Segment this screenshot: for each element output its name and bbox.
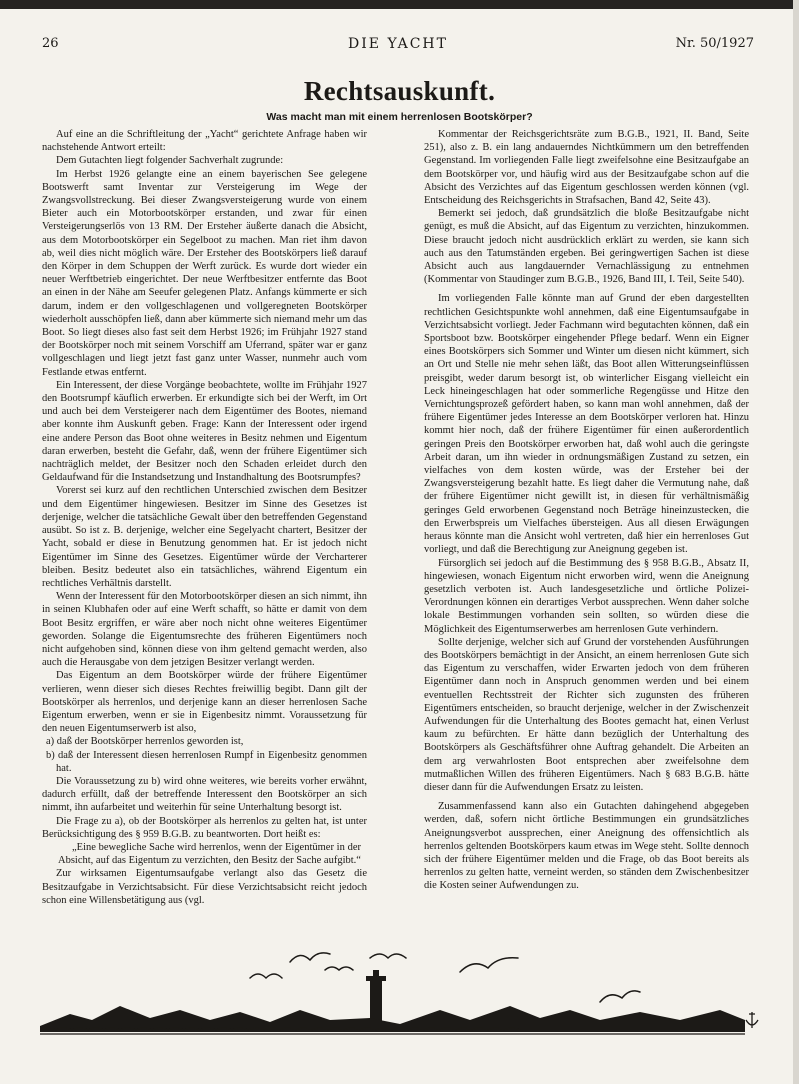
seagull-icon (325, 967, 353, 970)
anchor-icon (746, 1012, 758, 1028)
page-edge (793, 0, 799, 1084)
paragraph: Zusammenfassend kann also ein Gutachten dahingehend abgegeben werden, daß, sofern nicht örtliche Bestimmungen ein grundsätzliches Aneignungsverbot aussprechen, einer Aneignung des offensichtlich als herrenlos geltenden Bootskörpers kaum etwas im Wege steht. Sollte dennoch sich der frühere Eigentümer melden und die Frage, ob das Boot bereits als herrenlos zu gelten hatte, verneint werden, so ständen dem Zwischenbesitzer die Kosten seiner Aufwendungen zu. (424, 801, 749, 892)
paragraph: Kommentar der Reichsgerichtsräte zum B.G.B., 1921, II. Band, Seite 251), also z. B. ein lang andauerndes Nichtkümmern um den betreffenden Gegenstand. Im vorliegenden Falle liegt zweifelsohne eine Besitzaufgabe an dem Bootskörper vor, und häufig wird aus der Besitzaufgabe schon auf die Absicht des Verzichtes auf das Eigentum geschlossen werden können (vgl. Entscheidung des Reichsgerichts in Strafsachen, Band 42, Seite 43). (424, 129, 749, 207)
paragraph: Vorerst sei kurz auf den rechtlichen Unterschied zwischen dem Besitzer und dem Eigentümer hingewiesen. Besitzer im Sinne des Gesetzes ist derjenige, welcher die tatsächliche Gewalt über den betreffenden Gegenstand ausübt. So ist z. B. derjenige, welcher eine Segelyacht chartert, Besitzer der Yacht, sobald er diese in Benutzung genommen hat. Er ist jedoch nicht Eigentümer im Sinne des Gesetzes. Eigentümer würde der Vercharterer bleiben. Besitz bedeutet also ein tatsächliches, während Eigentum ein rechtliches Verhältnis darstellt. (42, 485, 367, 589)
running-header (42, 36, 754, 56)
seascape-illustration (40, 940, 760, 1040)
paragraph: Bemerkt sei jedoch, daß grundsätzlich die bloße Besitzaufgabe nicht genügt, es muß die Absicht, auf das Eigentum zu verzichten, hinzukommen. Diese braucht jedoch nicht ausdrücklich erklärt zu werden, sie kann sich auch aus den Tatumständen ergeben. Bei geringwertigen Sachen ist diese Absicht auch aus langdauernder Vernachlässigung zu entnehmen (Kommentar von Staudinger zum B.G.B., 1926, Band III, I. Teil, Seite 540). (424, 208, 749, 286)
list-item: a) daß der Bootskörper herrenlos geworden ist, (46, 736, 244, 748)
paragraph: Auf eine an die Schriftleitung der „Yacht“ gerichtete Anfrage haben wir nachstehende Antwort erteilt: (42, 129, 367, 154)
paragraph: Das Eigentum an dem Bootskörper würde der frühere Eigentümer verlieren, wenn dieser sich dieses Rechtes freiwillig begibt. Dann gilt der Bootskörper als herrenlos, und derjenige kann an dieser herrenlosen Sache Eigentum erwerben, wenn er sie in Eigenbesitz nimmt. Voraussetzung für den neuen Eigentumserwerb ist also, (42, 670, 367, 735)
seagull-icon (370, 954, 406, 958)
article-subtitle: Was macht man mit einem herrenlosen Bootskörper? (266, 111, 533, 123)
seagull-icon (290, 953, 330, 962)
paragraph: Die Frage zu a), ob der Bootskörper als herrenlos zu gelten hat, ist unter Berücksichtigung des § 959 B.G.B. zu beantworten. Dort heißt es: (42, 815, 367, 840)
paragraph: Sollte derjenige, welcher sich auf Grund der vorstehenden Ausführungen des Bootskörpers bemächtigt in der Ansicht, an einem herrenlosen Gute sich das Eigentum zu verschaffen, wider Erwarten jedoch von dem früheren Eigentümer dann noch in Anspruch genommen werden und bei einem eventuellen Rechtsstreit der Richter sich zugunsten des früheren Eigentümers entscheiden, so braucht derjenige, welcher in der Zwischenzeit Aufwendungen für die Unterhaltung des Bootes gemacht hat, einen Verlust kaum zu befürchten. Er hätte dann bezüglich der Unterhaltung des Bootskörpers als Geschäftsführer ohne Auftrag gehandelt. Die Arbeiten an dem arg verwahrlosten Boot entsprechen aber zweifelsohne dem mutmaßlichen Willen des früheren Eigentümers. Nach § 683 B.G.B. hätte dieser dann für die Aufwendungen Ersatz zu leisten. (424, 636, 749, 793)
lighthouse-icon (366, 970, 386, 1022)
paragraph: Zur wirksamen Eigentumsaufgabe verlangt also das Gesetz die Besitzaufgabe in Verzichtsabsicht. Für diese Verzichtsabsicht reicht jedoch schon eine Willensbetätigung aus (vgl. (42, 868, 367, 906)
top-border (0, 0, 799, 9)
page-number: 26 (42, 36, 59, 51)
condition-list (42, 735, 367, 775)
seagull-icon (460, 958, 518, 972)
law-quote: „Eine bewegliche Sache wird herrenlos, wenn der Eigentümer in der Absicht, auf das Eigentum zu verzichten, den Besitz der Sache aufgibt.“ (58, 841, 361, 867)
paragraph: Wenn der Interessent für den Motorbootskörper diesen an sich nimmt, ihn in seinen Klubhafen oder auf eine Werft schafft, so hätte er damit von dem Boot Besitz ergriffen, er wäre aber noch nicht ohne weiteres Eigentümer geworden. Solange die Eigentumsrechte des früheren Eigentümers noch nicht aufgehoben sind, können diese von ihm geltend gemacht werden, also auch die Herausgabe von dem jetzigen Besitzer verlangt werden. (42, 591, 367, 669)
paragraph: Im Herbst 1926 gelangte eine an einem bayerischen See gelegene Bootswerft samt Inventar zur Versteigerung im Wege der Zwangsvollstreckung. Bei dieser Zwangsversteigerung wurde von einem Bieter auch ein Motorbootskörper erstanden, und zwar für einen Versteigerungserlös von 13 RM. Der Ersteher äußerte danach die Absicht, aus dem Motorbootskörper ein Segelboot zu machen. Man riet ihm davon ab, weil dies nicht möglich wäre. Der Ersteher des Bootskörpers ließ darauf den Körper in dem Schuppen der Werft zurück. Es wurde dort wieder ein neuer Werftbetrieb eingerichtet. Der neue Werftbesitzer entfernte das Boot an einen in der Nähe am Seeufer gelegenen Platz. Anfangs kümmerte er sich darum, indem er den vollgeschlagenen und vollgeregneten Bootskörper wiederholt ausschöpfen ließ, dann aber kümmerte sich niemand mehr um das Boot. So liegt dieses also fast seit dem Herbst 1926; im Frühjahr 1927 stand der Bootskörper noch mit seinem Vorschiff am Uferrand, später war er ganz vollgeschlagen und liegt jetzt fast ganz unter Wasser, nunmehr auch vom Festlande etwas entfernt. (42, 168, 367, 378)
right-column (424, 128, 749, 893)
magazine-title: DIE YACHT (348, 36, 448, 52)
paragraph: Die Voraussetzung zu b) wird ohne weiteres, wie bereits vorher erwähnt, dadurch erfüllt, daß der betreffende Interessent den Bootskörper an sich nimmt, ihn aufarbeitet und weiterhin für seine Unterhaltung besorgt ist. (42, 775, 367, 814)
paragraph: Im vorliegenden Falle könnte man auf Grund der eben dargestellten rechtlichen Gesichtspunkte wohl annehmen, daß eine Eigentumsaufgabe in Verzichtsabsicht vorliegt. Jeder Fachmann wird begutachten können, daß ein Sportsboot bzw. Bootskörper eingehender Pflege bedarf. Wenn ein Eigner eines Bootskörpers sich Sommer und Winter um diesen nicht kümmert, sich an Ort und Stelle nie mehr sehen läßt, das Boot allen Witterungseinflüssen preisgibt, weder darum besorgt ist, ob winterlicher Eisgang vielleicht ein Leck hineingeschlagen hat oder sommerliche Regengüsse und Hitze den Vernichtungsprozeß gefördert haben, so kann man wohl annehmen, daß der frühere Eigentümer jedes Interesse an dem Bootskörper verloren hat. Hinzu kommt hier noch, daß der frühere Eigentümer für einen außerordentlich geringen Preis den Bootskörper erworben hat, daß wohl auch die geringste Arbeit daran, um ihn wieder in ordnungsmäßigen Zustand zu setzen, ein vielfaches von dem kosten würde, was der Ersteher bei der Zwangsversteigerung bezahlt hatte. Es liegt daher die Vermutung nahe, daß der frühere Eigentümer nicht gewillt ist, in diesen für verhältnismäßig geringes Geld erworbenen Gegenstand noch Beträge hineinzustecken, die den Erwerbspreis um Vielfaches übersteigen. Aus all diesen Erwägungen heraus könnte man die Ansicht wohl vertreten, daß hier ein herrenloses Gut vorliegt, und daß die Berechtigung zur Aneignung gegeben ist. (424, 293, 749, 556)
article-title: Rechtsauskunft. (303, 76, 496, 106)
paragraph: Dem Gutachten liegt folgender Sachverhalt zugrunde: (56, 155, 284, 167)
seagull-icon (250, 974, 282, 978)
paragraph: Ein Interessent, der diese Vorgänge beobachtete, wollte im Frühjahr 1927 den Bootsrumpf käuflich erwerben. Er erkundigte sich bei der Werft, im Ort und auch bei dem Versteigerer nach dem Eigentümer des Bootes, niemand aber konnte ihm Auskunft geben. Frage: Kann der Interessent oder irgend eine andere Person das Boot ohne weiteres in Besitz nehmen und Eigentum daran erwerben, besteht die Gefahr, daß, wenn der frühere Eigentümer sich nachträglich meldet, der Besitzer noch den Schaden erleidet durch den Geldaufwand für die Instandsetzung und Instandhaltung des Bootsrumpfes? (42, 379, 367, 484)
seagull-icon (600, 991, 640, 1002)
issue-number: Nr. 50/1927 (675, 36, 754, 51)
paragraph: Fürsorglich sei jedoch auf die Bestimmung des § 958 B.G.B., Absatz II, hingewiesen, wonach Eigentum nicht erworben wird, wenn die Aneignung gesetzlich verboten ist. Auch landesgesetzliche und örtliche Polizei-Verordnungen können ein derartiges Verbot aussprechen. Wenn daher solche lokale Bestimmungen vorhanden sein sollten, so würden diese die Möglichkeit des Eigentumserwerbes am herrenlosen Gute verhindern. (424, 557, 749, 635)
list-item: b) daß der Interessent diesen herrenlosen Rumpf in Eigenbesitz genommen hat. (46, 749, 367, 774)
left-column (42, 128, 367, 907)
